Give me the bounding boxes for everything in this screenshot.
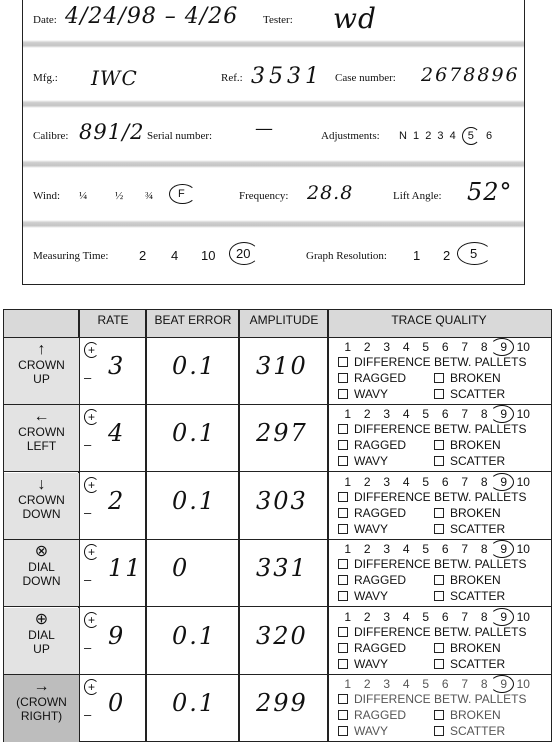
option-label: BROKEN [450, 371, 501, 385]
scale-value[interactable]: 5 [422, 609, 430, 624]
option-label: SCATTER [450, 724, 506, 738]
option-label: BROKEN [450, 573, 501, 588]
checkbox-ragged[interactable] [338, 641, 406, 655]
trace-quality-cell [336, 675, 550, 742]
wind-option[interactable]: ¾ [145, 190, 154, 202]
scale-value[interactable]: 8 [480, 542, 488, 557]
wind-option[interactable]: ½ [115, 190, 124, 202]
scale-value[interactable]: 3 [383, 609, 391, 624]
rate-value[interactable]: 11 [108, 554, 143, 583]
scale-value[interactable]: 9 [500, 677, 508, 691]
position-label: CROWN [18, 425, 65, 440]
scale-value[interactable]: 1 [344, 609, 352, 624]
form-divider [23, 100, 524, 108]
scale-value[interactable]: 2 [363, 407, 371, 422]
option-label: RAGGED [354, 505, 407, 520]
graph-option-selected[interactable]: 5 [457, 242, 492, 265]
position-label: DOWN [22, 506, 61, 521]
scale-value[interactable]: 4 [402, 542, 410, 557]
position-label: DOWN [22, 574, 61, 589]
position-arrow-icon: ⊗ [34, 543, 49, 561]
trace-quality-cell [336, 473, 550, 539]
checkbox-scatter[interactable] [434, 454, 505, 468]
adjust-option[interactable]: N [399, 130, 407, 142]
scale-value[interactable]: 5 [422, 542, 430, 557]
timing-results-table [3, 309, 552, 742]
checkbox-wavy[interactable] [338, 589, 388, 603]
checkbox-wavy[interactable] [338, 657, 388, 671]
scale-value[interactable]: 1 [344, 542, 352, 557]
form-divider [23, 40, 524, 48]
option-label: SCATTER [450, 454, 506, 469]
option-label: SCATTER [450, 656, 506, 671]
position-arrow-icon: ↑ [37, 341, 46, 358]
option-label: BROKEN [450, 708, 501, 722]
rate-minus-sign: – [84, 639, 92, 655]
table-row [4, 608, 551, 675]
trace-quality-cell [336, 540, 550, 606]
rate-plus-sign: + [84, 679, 99, 695]
beat-error-value[interactable]: 0 [172, 554, 190, 583]
table-row [4, 405, 551, 472]
table-row [4, 473, 551, 540]
mfg-label: Mfg.: [33, 72, 58, 84]
amplitude-value[interactable]: 310 [256, 352, 308, 380]
rate-plus-sign: + [84, 544, 99, 560]
checkbox-broken[interactable] [434, 506, 501, 520]
adjustments-label: Adjustments: [321, 130, 380, 142]
position-cell [4, 608, 79, 674]
scale-value[interactable]: 8 [480, 474, 488, 489]
checkbox-ragged[interactable] [338, 438, 406, 452]
checkbox-broken[interactable] [434, 708, 501, 722]
rate-value[interactable]: 2 [108, 486, 126, 515]
position-cell [4, 473, 79, 539]
measuring-option-selected[interactable]: 20 [229, 242, 259, 265]
scale-value[interactable]: 10 [516, 407, 530, 422]
scale-value[interactable]: 5 [422, 340, 430, 354]
checkbox-broken[interactable] [434, 573, 501, 587]
header-beat-error: BEAT ERROR [154, 313, 232, 327]
scale-value[interactable]: 5 [422, 407, 430, 422]
option-label: RAGGED [354, 438, 407, 453]
scale-value[interactable]: 10 [516, 677, 530, 691]
scale-value[interactable]: 9 [500, 407, 508, 422]
scale-value[interactable]: 9 [500, 474, 508, 489]
option-label: WAVY [354, 454, 389, 469]
option-label: DIFFERENCE BETW. PALLETS [354, 422, 527, 437]
scale-value[interactable]: 6 [441, 407, 449, 422]
form-divider [23, 160, 524, 168]
scale-value[interactable]: 8 [480, 340, 488, 354]
option-label: SCATTER [450, 387, 506, 401]
frequency-label: Frequency: [239, 190, 289, 202]
scale-value[interactable]: 6 [441, 677, 449, 691]
option-label: DIFFERENCE BETW. PALLETS [354, 355, 527, 369]
amplitude-value[interactable]: 331 [256, 554, 308, 583]
option-label: DIFFERENCE BETW. PALLETS [354, 557, 527, 572]
rate-minus-sign: – [84, 572, 92, 588]
checkbox-ragged[interactable] [338, 371, 406, 385]
rate-minus-sign: – [84, 370, 92, 385]
position-arrow-icon: ⊕ [34, 610, 49, 628]
position-label: DIAL [28, 560, 55, 575]
checkbox-ragged[interactable] [338, 573, 406, 587]
frequency-value[interactable]: 28.8 [307, 182, 354, 204]
position-label: UP [33, 372, 50, 386]
rate-value[interactable]: 4 [108, 419, 126, 448]
rate-plus-sign: + [84, 342, 99, 358]
scale-value[interactable]: 1 [344, 677, 352, 691]
option-label: DIFFERENCE BETW. PALLETS [354, 692, 527, 706]
scale-value[interactable]: 6 [441, 474, 449, 489]
trace-quality-scale[interactable] [338, 677, 548, 691]
rate-value[interactable]: 3 [108, 352, 126, 380]
scale-value[interactable]: 5 [422, 677, 430, 691]
trace-quality-selected-mark [490, 608, 514, 626]
graph-option[interactable]: 2 [443, 248, 451, 263]
checkbox-scatter[interactable] [434, 387, 505, 401]
wind-option[interactable]: ¼ [79, 190, 88, 202]
table-row [4, 675, 551, 742]
option-label: WAVY [354, 589, 389, 604]
case-number-value[interactable]: 2678896 [421, 64, 520, 86]
checkbox-difference-betw-pallets[interactable] [338, 490, 526, 504]
header-trace-quality: TRACE QUALITY [391, 313, 487, 327]
scale-value[interactable]: 10 [516, 340, 530, 354]
scale-value[interactable]: 7 [461, 677, 469, 691]
scale-value[interactable]: 4 [402, 474, 410, 489]
scale-value[interactable]: 8 [480, 677, 488, 691]
position-label: CROWN [18, 358, 65, 372]
scale-value[interactable]: 3 [383, 340, 391, 354]
position-arrow-icon: ← [33, 408, 50, 426]
checkbox-wavy[interactable] [338, 454, 388, 468]
amplitude-value[interactable]: 299 [256, 689, 308, 717]
checkbox-difference-betw-pallets[interactable] [338, 355, 526, 369]
scale-value[interactable]: 7 [461, 609, 469, 624]
option-label: BROKEN [450, 640, 501, 655]
position-cell [4, 338, 79, 404]
scale-value[interactable]: 2 [363, 474, 371, 489]
watch-test-form [22, 0, 525, 285]
serial-number-label: Serial number: [147, 130, 213, 142]
trace-quality-cell [336, 338, 550, 404]
checkbox-scatter[interactable] [434, 724, 505, 738]
lift-angle-value[interactable]: 52° [467, 178, 513, 206]
trace-quality-selected-mark [490, 473, 514, 491]
rate-minus-sign: – [84, 504, 92, 520]
scale-value[interactable]: 3 [383, 407, 391, 422]
scale-value[interactable]: 10 [516, 609, 530, 624]
rate-minus-sign: – [84, 437, 92, 453]
option-label: WAVY [354, 521, 389, 536]
amplitude-value[interactable]: 303 [256, 486, 308, 515]
checkbox-scatter[interactable] [434, 522, 505, 536]
table-body [4, 338, 551, 741]
scale-value[interactable]: 2 [363, 609, 371, 624]
scale-value[interactable]: 10 [516, 542, 530, 557]
measuring-option[interactable]: 4 [171, 248, 179, 263]
option-label: SCATTER [450, 521, 506, 536]
graph-resolution-label: Graph Resolution: [306, 250, 387, 262]
checkbox-wavy[interactable] [338, 387, 388, 401]
position-cell [4, 540, 79, 606]
position-label: UP [33, 641, 50, 656]
serial-number-value[interactable]: — [255, 118, 274, 139]
scale-value[interactable]: 3 [383, 542, 391, 557]
beat-error-value[interactable]: 0.1 [172, 621, 217, 650]
ref-label: Ref.: [221, 72, 243, 84]
position-label: CROWN [18, 492, 65, 507]
scale-value[interactable]: 5 [422, 474, 430, 489]
scale-value[interactable]: 2 [363, 340, 371, 354]
rate-value[interactable]: 0 [108, 689, 126, 717]
trace-quality-scale[interactable] [338, 340, 548, 354]
checkbox-difference-betw-pallets[interactable] [338, 692, 526, 706]
scale-value[interactable]: 2 [363, 677, 371, 691]
scale-value[interactable]: 7 [461, 407, 469, 422]
trace-quality-cell [336, 405, 550, 471]
date-label: Date: [33, 14, 57, 26]
beat-error-value[interactable]: 0.1 [172, 419, 217, 448]
scale-value[interactable]: 6 [441, 542, 449, 557]
checkbox-difference-betw-pallets[interactable] [338, 625, 526, 639]
position-arrow-icon: → [33, 678, 50, 695]
header-rate: RATE [97, 313, 129, 327]
scale-value[interactable]: 6 [441, 340, 449, 354]
checkbox-scatter[interactable] [434, 589, 505, 603]
option-label: RAGGED [354, 640, 407, 655]
checkbox-difference-betw-pallets[interactable] [338, 422, 526, 436]
scale-value[interactable]: 6 [441, 609, 449, 624]
position-label: DIAL [28, 627, 55, 642]
adjustments-options[interactable] [399, 130, 492, 142]
tester-value[interactable]: wd [333, 2, 377, 35]
trace-quality-selected-mark [490, 675, 514, 693]
adjust-option[interactable]: 6 [485, 130, 493, 142]
lift-angle-label: Lift Angle: [393, 190, 442, 202]
option-label: DIFFERENCE BETW. PALLETS [354, 489, 527, 504]
scale-value[interactable]: 4 [402, 340, 410, 354]
case-number-label: Case number: [335, 72, 396, 84]
measuring-option[interactable]: 10 [201, 248, 216, 263]
table-header-row [4, 310, 551, 338]
option-label: BROKEN [450, 505, 501, 520]
trace-quality-scale[interactable] [338, 542, 548, 556]
scale-value[interactable]: 9 [500, 340, 508, 354]
position-label: (CROWN [16, 695, 67, 709]
checkbox-ragged[interactable] [338, 506, 406, 520]
rate-plus-sign: + [84, 477, 99, 493]
scale-value[interactable]: 3 [383, 474, 391, 489]
option-label: DIFFERENCE BETW. PALLETS [354, 624, 527, 639]
header-amplitude: AMPLITUDE [249, 313, 319, 327]
scale-value[interactable]: 9 [500, 542, 508, 557]
graph-option[interactable]: 1 [413, 248, 421, 263]
scale-value[interactable]: 7 [461, 542, 469, 557]
measuring-time-label: Measuring Time: [33, 250, 109, 262]
measuring-option[interactable]: 2 [139, 248, 147, 263]
position-arrow-icon: ↓ [37, 475, 46, 493]
trace-quality-scale[interactable] [338, 610, 548, 624]
checkbox-ragged[interactable] [338, 708, 406, 722]
option-label: WAVY [354, 387, 389, 401]
scale-value[interactable]: 9 [500, 609, 508, 624]
scale-value[interactable]: 1 [344, 407, 352, 422]
calibre-value[interactable]: 891/2 [79, 120, 145, 144]
checkbox-broken[interactable] [434, 438, 501, 452]
scale-value[interactable]: 8 [480, 609, 488, 624]
scale-value[interactable]: 3 [383, 677, 391, 691]
option-label: RAGGED [354, 708, 407, 722]
trace-quality-scale[interactable] [338, 407, 548, 421]
scale-value[interactable]: 1 [344, 340, 352, 354]
rate-plus-sign: + [84, 612, 99, 628]
scale-value[interactable]: 4 [402, 407, 410, 422]
checkbox-broken[interactable] [434, 641, 501, 655]
option-label: BROKEN [450, 438, 501, 453]
position-label: RIGHT) [20, 709, 63, 723]
scale-value[interactable]: 7 [461, 340, 469, 354]
adjust-option[interactable]: 3 [437, 130, 444, 142]
mfg-value[interactable]: IWC [91, 66, 138, 90]
beat-error-value[interactable]: 0.1 [172, 486, 217, 515]
checkbox-difference-betw-pallets[interactable] [338, 557, 526, 571]
scale-value[interactable]: 10 [516, 474, 530, 489]
position-cell [4, 405, 79, 471]
table-row [4, 338, 551, 405]
wind-option-selected[interactable]: F [169, 184, 196, 204]
scale-value[interactable]: 8 [480, 407, 488, 422]
ref-value[interactable]: 3531 [251, 64, 323, 89]
adjust-option[interactable]: 1 [413, 130, 420, 142]
table-row [4, 540, 551, 607]
adjust-option[interactable]: 2 [425, 130, 432, 142]
checkbox-scatter[interactable] [434, 657, 505, 671]
position-cell [4, 675, 79, 742]
beat-error-value[interactable]: 0.1 [172, 352, 217, 380]
scale-value[interactable]: 4 [402, 677, 410, 691]
option-label: RAGGED [354, 573, 407, 588]
position-label: LEFT [26, 439, 57, 454]
checkbox-wavy[interactable] [338, 522, 388, 536]
adjust-option[interactable]: 4 [449, 130, 456, 142]
option-label: WAVY [354, 656, 389, 671]
trace-quality-cell [336, 608, 550, 674]
wind-label: Wind: [33, 190, 61, 202]
tester-label: Tester: [263, 14, 293, 26]
calibre-label: Calibre: [33, 130, 69, 142]
amplitude-value[interactable]: 297 [256, 419, 308, 448]
scale-value[interactable]: 1 [344, 474, 352, 489]
checkbox-broken[interactable] [434, 371, 501, 385]
option-label: WAVY [354, 724, 389, 738]
option-label: RAGGED [354, 371, 407, 385]
option-label: SCATTER [450, 589, 506, 604]
rate-minus-sign: – [84, 707, 92, 722]
form-divider [23, 220, 524, 228]
trace-quality-selected-mark [490, 338, 514, 356]
date-value[interactable]: 4/24/98 – 4/26 [65, 4, 239, 29]
checkbox-wavy[interactable] [338, 724, 388, 738]
trace-quality-scale[interactable] [338, 475, 548, 489]
scale-value[interactable]: 4 [402, 609, 410, 624]
amplitude-value[interactable]: 320 [256, 621, 308, 650]
scale-value[interactable]: 7 [461, 474, 469, 489]
adjust-option-selected[interactable]: 5 [462, 127, 480, 145]
rate-value[interactable]: 9 [108, 621, 126, 650]
beat-error-value[interactable]: 0.1 [172, 689, 217, 717]
rate-plus-sign: + [84, 409, 99, 425]
scale-value[interactable]: 2 [363, 542, 371, 557]
